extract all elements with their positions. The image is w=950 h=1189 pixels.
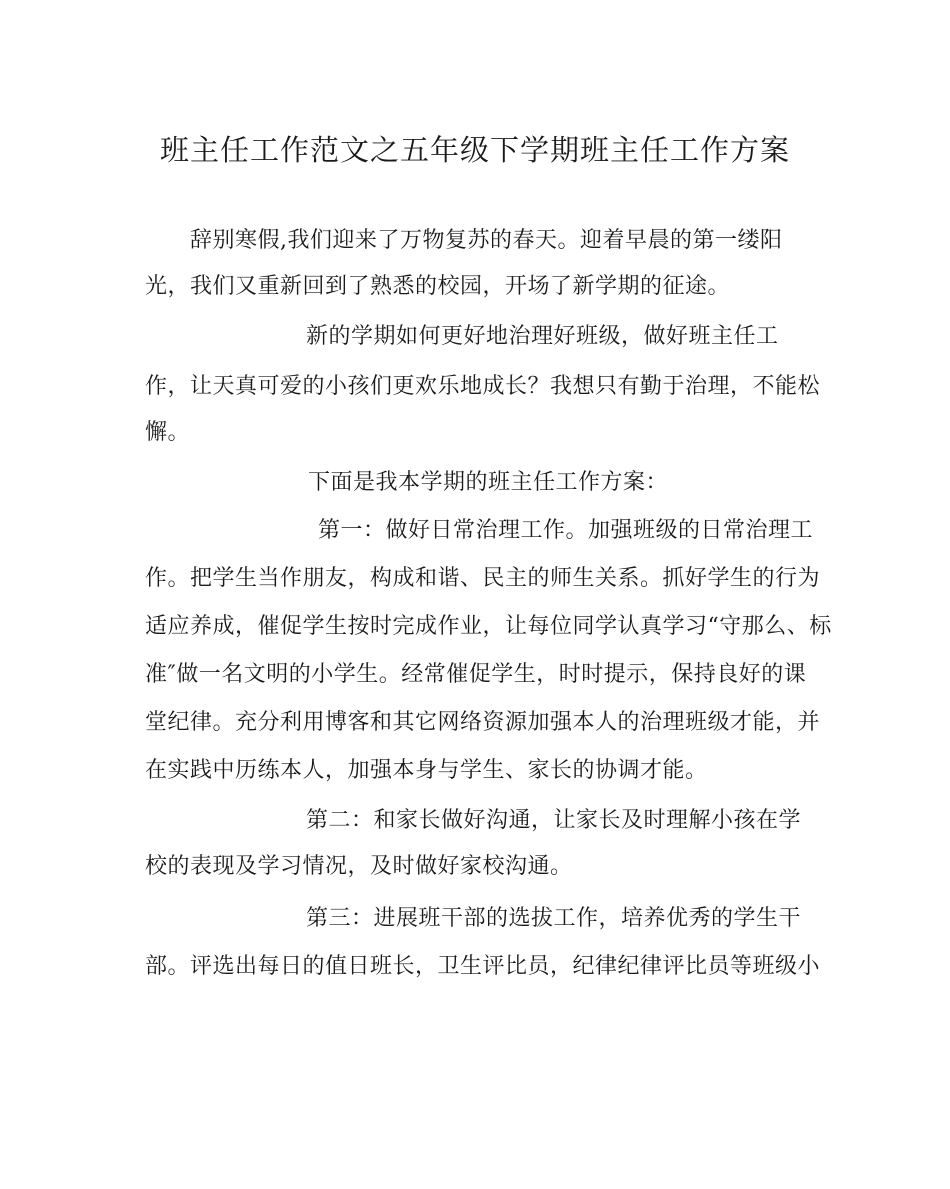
paragraph-line: 准″做一名文明的小学生。经常催促学生，时时提示，保持良好的课 (145, 662, 807, 687)
paragraph-line: 在实践中历练本人，加强本身与学生、家长的协调才能。 (145, 758, 708, 783)
paragraph-line: 辞别寒假,我们迎来了万物复苏的春天。迎着早晨的第一缕阳 (190, 228, 783, 253)
paragraph-line: 懈。 (145, 420, 191, 445)
paragraph-line: 适应养成，催促学生按时完成作业，让每位同学认真学习“守那么、标 (145, 614, 832, 639)
paragraph-line: 部。评选出每日的值日班长，卫生评比员，纪律纪律评比员等班级小 (145, 954, 821, 979)
paragraph-line: 新的学期如何更好地治理好班级，做好班主任工 (306, 324, 779, 349)
paragraph-line: 作，让天真可爱的小孩们更欢乐地成长？我想只有勤于治理，不能松 (145, 374, 821, 399)
paragraph-line: 光，我们又重新回到了熟悉的校园，开场了新学期的征途。 (145, 274, 731, 299)
paragraph-line: 堂纪律。充分利用博客和其它网络资源加强本人的治理班级才能，并 (145, 710, 821, 735)
document-title: 班主任工作范文之五年级下学期班主任工作方案 (159, 133, 790, 167)
paragraph-line: 第三：进展班干部的选拔工作，培养优秀的学生干 (306, 906, 802, 931)
paragraph-line: 校的表现及学习情况，及时做好家校沟通。 (145, 854, 573, 879)
paragraph-line: 第二：和家长做好沟通，让家长及时理解小孩在学 (306, 808, 802, 833)
paragraph-line: 下面是我本学期的班主任工作方案： (308, 470, 669, 495)
paragraph-line: 第一：做好日常治理工作。加强班级的日常治理工 (318, 518, 814, 543)
paragraph-line: 作。把学生当作朋友，构成和谐、民主的师生关系。抓好学生的行为 (145, 566, 821, 591)
